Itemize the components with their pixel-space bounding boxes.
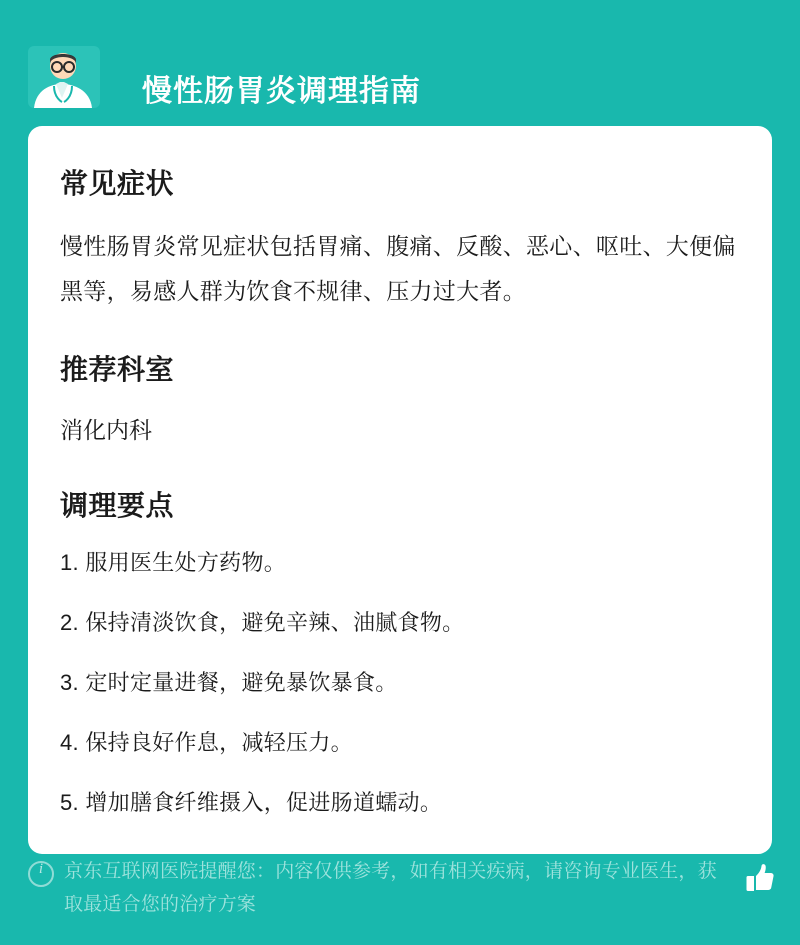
list-item: 4. 保持良好作息，减轻压力。 bbox=[60, 730, 353, 755]
doctor-avatar-icon bbox=[28, 46, 100, 108]
list-item: 2. 保持清淡饮食，避免辛辣、油腻食物。 bbox=[60, 610, 465, 635]
tips-list bbox=[60, 546, 740, 820]
section-heading-tips: 调理要点 bbox=[60, 490, 175, 521]
thumbs-up-icon bbox=[744, 861, 778, 895]
list-item: 3. 定时定量进餐，避免暴饮暴食。 bbox=[60, 670, 398, 695]
section-body-symptoms: 慢性肠胃炎常见症状包括胃痛、腹痛、反酸、恶心、呕吐、大便偏黑等，易感人群为饮食不规律、压力过大者。 bbox=[60, 233, 736, 304]
disclaimer-text: 京东互联网医院提醒您：内容仅供参考，如有相关疾病，请咨询专业医生，获取最适合您的治疗方案 bbox=[64, 861, 717, 915]
section-body-department: 消化内科 bbox=[60, 417, 152, 443]
list-item: 1. 服用医生处方药物。 bbox=[60, 550, 287, 575]
info-circle-icon bbox=[28, 861, 54, 887]
content-card bbox=[28, 126, 772, 854]
section-heading-symptoms: 常见症状 bbox=[60, 168, 175, 199]
footer-disclaimer bbox=[28, 855, 778, 921]
list-item: 5. 增加膳食纤维摄入，促进肠道蠕动。 bbox=[60, 790, 443, 815]
section-heading-department: 推荐科室 bbox=[60, 354, 175, 385]
page-title: 慢性肠胃炎调理指南 bbox=[142, 75, 421, 108]
page-header bbox=[28, 26, 772, 108]
